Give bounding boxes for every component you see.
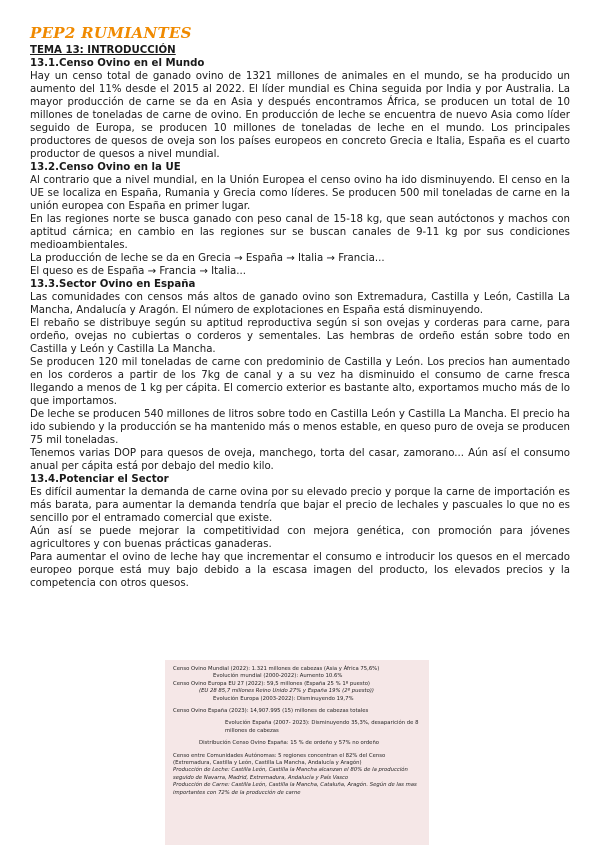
summary-line: Evolución España (2007- 2023): Disminuyendo 35,3%, desaparición de 8 millones de cabezas xyxy=(225,720,419,734)
section-heading-13-2: 13.2.Censo Ovino en la UE xyxy=(30,162,181,173)
paragraph: Se producen 120 mil toneladas de carne con predominio de Castilla y León. Los precios han aumentado en los corderos a partir de los 7kg de canal y a su vez ha disminuido el consumo de carne fresca llegando a menos de 1 kg per cápita. El comercio exterior es bastante alto, exportamos mucho más de lo que importamos. xyxy=(30,357,570,407)
summary-line: (EU 28 85,7 millones Reino Unido 27% y España 19% (2º puesto)) xyxy=(199,688,374,695)
paragraph: El rebaño se distribuye según su aptitud reproductiva según si son ovejas y corderas para carne, para ordeño, ovejas no cubiertas o corderos y sementales. Las hembras de ordeño están sobre todo en Castilla y León y Castilla La Mancha. xyxy=(30,318,570,355)
paragraph: Es difícil aumentar la demanda de carne ovina por su elevado precio y porque la carne de importación es más barata, para aumentar la demanda tendría que bajar el precio de lechales y pascuales lo que no es sencillo por el entramado comercial que existe. xyxy=(30,487,570,524)
paragraph: Aún así se puede mejorar la competitividad con mejora genética, con promoción para jóvenes agricultores y con buenas prácticas ganaderas. xyxy=(30,526,570,550)
paragraph: De leche se producen 540 millones de litros sobre todo en Castilla León y Castilla La Mancha. El precio ha ido subiendo y la producción se ha mantenido más o menos estable, en queso puro de oveja se producen 75 mil toneladas. xyxy=(30,409,571,446)
document-title: PEP2 RUMIANTES xyxy=(30,24,192,42)
paragraph: Las comunidades con censos más altos de ganado ovino son Extremadura, Castilla y León, Castilla La Mancha, Andalucía y Aragón. El número de explotaciones en España está disminuyendo. xyxy=(30,292,570,316)
paragraph: El queso es de España → Francia → Italia... xyxy=(30,266,246,277)
summary-line: Producción de Leche: Castilla León, Castilla la Mancha alcanzan el 80% de la producción seguido de Navarra, Madrid, Extremadura, Andalucía y País Vasco xyxy=(173,767,408,781)
summary-line: Evolución mundial (2000-2022): Aumento 10.6% xyxy=(213,673,343,680)
tema-heading: TEMA 13: INTRODUCCIÓN xyxy=(30,45,176,56)
section-heading-13-4: 13.4.Potenciar el Sector xyxy=(30,474,169,485)
summary-line: Producción de Carne: Castilla León, Castilla la Mancha, Cataluña, Aragón. Según de las mas importantes con 72% de la producción de carne xyxy=(173,782,417,796)
paragraph: Hay un censo total de ganado ovino de 1321 millones de animales en el mundo, se ha producido un aumento del 11% desde el 2015 al 2022. El líder mundial es China seguida por India y por Australia. La mayor producción de carne se da en Asia y después encontramos África, se producen un total de 10 millones de toneladas de carne de ovino. En producción de leche se encuentra de nuevo Asia como líder seguido de Europa, se producen 10 millones de toneladas de leche en el mundo. Los principales productores de quesos de oveja son los países europeos en concreto Grecia e Italia, España es el cuarto productor de quesos a nivel mundial. xyxy=(30,71,570,160)
paragraph: En las regiones norte se busca ganado con peso canal de 15-18 kg, que sean autóctonos y machos con aptitud cárnica; en cambio en las regiones sur se buscan canales de 9-11 kg por sus condiciones medioambientales. xyxy=(30,214,570,251)
section-heading-13-3: 13.3.Sector Ovino en España xyxy=(30,279,196,290)
section-heading-13-1: 13.1.Censo Ovino en el Mundo xyxy=(30,58,205,69)
summary-line: Evolución Europa (2003-2022): Disminuyendo 19,7% xyxy=(213,695,354,702)
document-page xyxy=(30,22,570,590)
paragraph: Para aumentar el ovino de leche hay que incrementar el consumo e introducir los quesos en el mercado europeo porque está muy bajo debido a la escasa imagen del producto, los elevados precios y la competencia con otros quesos. xyxy=(30,552,570,589)
paragraph: Tenemos varias DOP para quesos de oveja, manchego, torta del casar, zamorano... Aún así el consumo anual per cápita está por debajo del medio kilo. xyxy=(30,448,570,472)
paragraph: Al contrario que a nivel mundial, en la Unión Europea el censo ovino ha ido disminuyendo. El censo en la UE se localiza en España, Rumania y Grecia como líderes. Se producen 500 mil toneladas de carne en la unión europea con España en primer lugar. xyxy=(30,175,570,212)
paragraph: La producción de leche se da en Grecia → España → Italia → Francia... xyxy=(30,253,385,264)
summary-line: Censo Ovino Europa EU 27 (2022): 59,5 millones (España 25 % 1º puesto) xyxy=(173,680,370,687)
summary-line: Censo Ovino España (2023): 14,907.995 (15) millones de cabezas totales xyxy=(173,708,369,715)
summary-line: Censo Ovino Mundial (2022): 1.321 millones de cabezas (Asia y África 75,6%) xyxy=(173,666,380,672)
summary-image xyxy=(165,660,429,845)
summary-line: Distribución Censo Ovino España: 15 % de ordeño y 57% no ordeño xyxy=(199,740,380,747)
summary-line: Censo entre Comunidades Autónomas: 5 regiones concentran el 82% del Censo (Extremadura, Castilla y León, Castilla La Mancha, Andalucía y Aragón) xyxy=(173,752,386,767)
